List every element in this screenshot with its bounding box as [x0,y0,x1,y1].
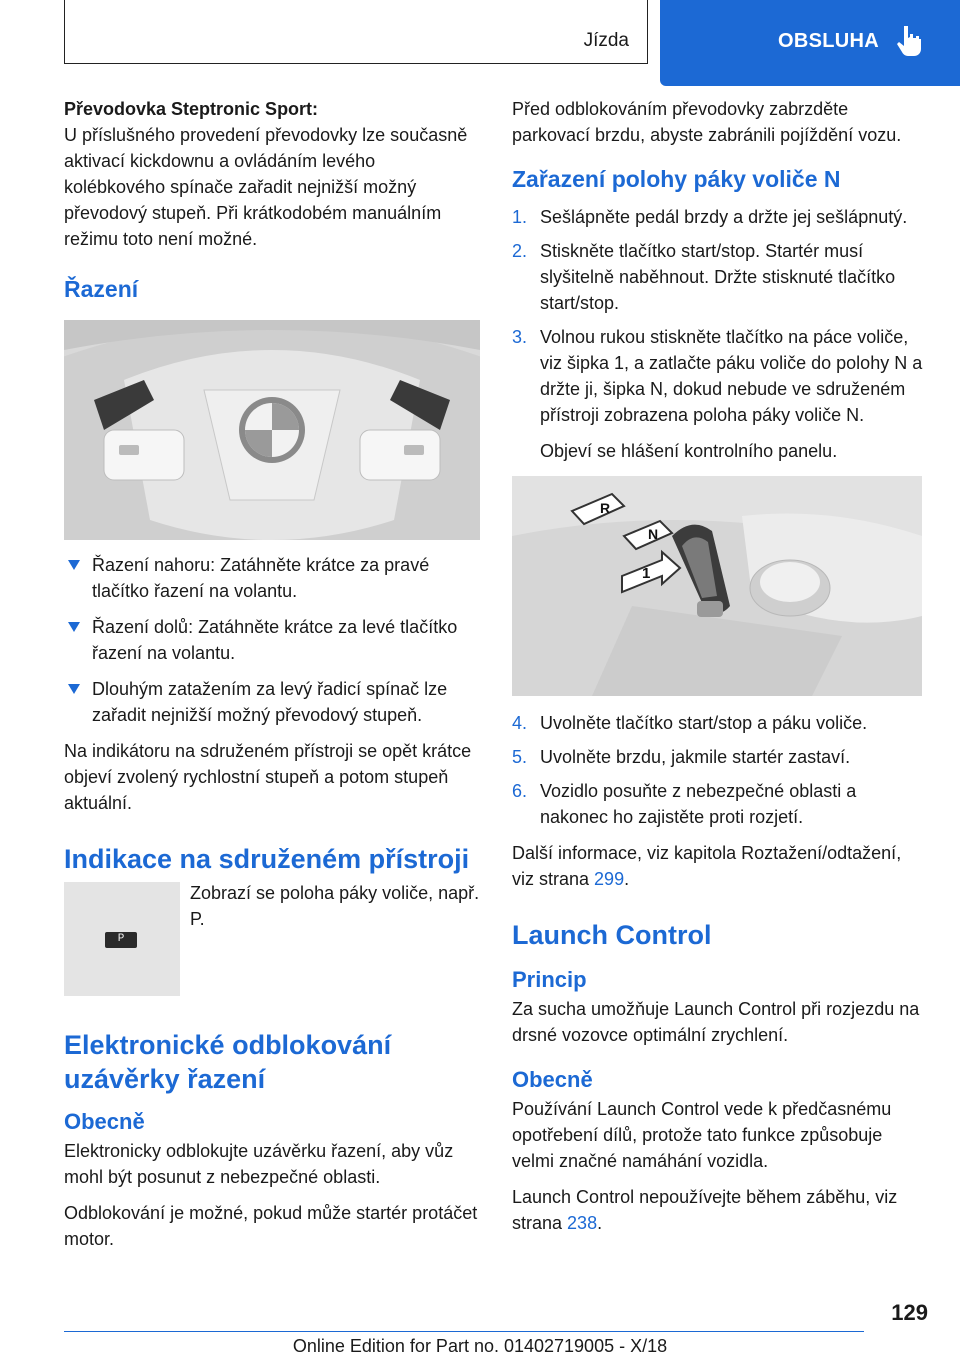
steptronic-text: U příslušného provedení převodovky lze současně aktivací kickdownu a ovládáním levého kolébkového spínače zařadit nejnižší možný převodový stupeň. Při krátkodobém manuálním režimu toto není možné. [64,125,468,249]
step3-note: Objeví se hlášení kontrolního panelu. [540,441,838,461]
header-tab[interactable] [660,0,960,86]
page-link-299[interactable]: 299 [594,869,625,889]
triangle-bullet-icon [68,560,80,570]
obecne-text-right: Používání Launch Control vede k předčasnému opotřebení dílů, protože tato funkce způsobuje velmi značné namáhání vozidla. [512,1099,892,1171]
intro-paragraph: Před odblokováním převodovky zabrzděte parkovací brzdu, abyste zabránili pojíždění vozu. [512,99,902,145]
page-number: 129 [891,1300,928,1325]
gear-position-display: P [105,932,137,948]
header-section-box [64,0,648,64]
obecne-text-2: Odblokování je možné, pokud může startér protáčet motor. [64,1203,478,1249]
steering-wheel-figure [64,320,480,540]
display-thumbnail [64,882,180,996]
page-link-238[interactable]: 238 [567,1213,598,1233]
steps-list-a [512,204,928,464]
princip-heading: Princip [512,967,587,992]
indicator-paragraph: Na indikátoru na sdruženém přístroji se opět krátce objeví zvolený rychlostní stupeň a potom stupeň aktuální. [64,741,472,813]
indikace-text: Zobrazí se poloha páky voliče, např. P. [190,883,480,929]
indikace-heading: Indikace na sdruženém přístroji [64,844,470,874]
odblokovani-heading: Elektronické odblokování uzávěrky řazení [64,1030,392,1094]
steps-list-b [512,710,928,830]
launch-control-heading: Launch Control [512,920,712,950]
list-item: Řazení nahoru: Zatáhněte krátce za pravé tlačítko řazení na volantu. [64,552,480,604]
list-item: Řazení dolů: Zatáhněte krátce za levé tlačítko řazení na volantu. [64,614,480,666]
header-tab-label: OBSLUHA [778,30,879,52]
princip-text: Za sucha umožňuje Launch Control při rozjezdu na drsné vozovce optimální zrychlení. [512,999,920,1045]
zarazeni-heading: Zařazení polohy páky voliče N [512,166,841,192]
list-item: 5. Uvolněte brzdu, jakmile startér zastaví. [512,747,851,767]
fig-label-r: R [600,500,611,516]
fig-label-1: 1 [642,565,651,582]
pointing-hand-icon [896,24,924,56]
razeni-heading: Řazení [64,276,139,302]
obecne-text-1: Elektronicky odblokujte uzávěrku řazení, aby vůz mohl být posunut z nebezpečné oblasti. [64,1141,454,1187]
fig-label-n: N [648,526,659,542]
info-paragraph: Další informace, viz kapitola Roztažení/odtažení, viz strana 299. [512,843,902,889]
steering-wheel-illustration [64,320,480,540]
steptronic-title: Převodovka Steptronic Sport: [64,99,319,119]
footer-divider [64,1331,864,1332]
note-paragraph: Launch Control nepoužívejte během záběhu, viz strana 238. [512,1187,898,1233]
triangle-bullet-icon [68,684,80,694]
steptronic-paragraph [64,96,480,252]
display-block [64,878,480,996]
shifting-bullet-list [64,552,480,728]
right-column [512,96,928,1246]
triangle-bullet-icon [68,622,80,632]
list-item: 2. Stiskněte tlačítko start/stop. Startér musí slyšitelně naběhnout. Držte stisknuté tlačítko start/stop. [512,241,896,313]
gear-selector-figure [512,476,922,696]
list-item: 3. Volnou rukou stiskněte tlačítko na páce voliče, viz šipka 1, a zatlačte páku voliče do polohy N a držte ji, šipka N, dokud nebude ve sdruženém přístroji zobrazena poloha páky voliče N. Objeví se hlášení kontrolního panelu. [512,324,928,464]
footer-edition: Online Edition for Part no. 01402719005 - X/18 [292,1336,668,1356]
header-section-title: Jízda [583,30,629,51]
list-item: Dlouhým zatažením za levý řadicí spínač lze zařadit nejnižší možný převodový stupeň. [64,676,480,728]
list-item: 6. Vozidlo posuňte z nebezpečné oblasti a nakonec ho zajistěte proti rozjetí. [512,781,857,827]
list-item: 4. Uvolněte tlačítko start/stop a páku voliče. [512,713,868,733]
obecne-heading-left: Obecně [64,1109,145,1134]
gear-selector-illustration [512,476,922,696]
left-column [64,96,480,1262]
obecne-heading-right: Obecně [512,1067,593,1092]
list-item: 1. Sešlápněte pedál brzdy a držte jej sešlápnutý. [512,207,908,227]
